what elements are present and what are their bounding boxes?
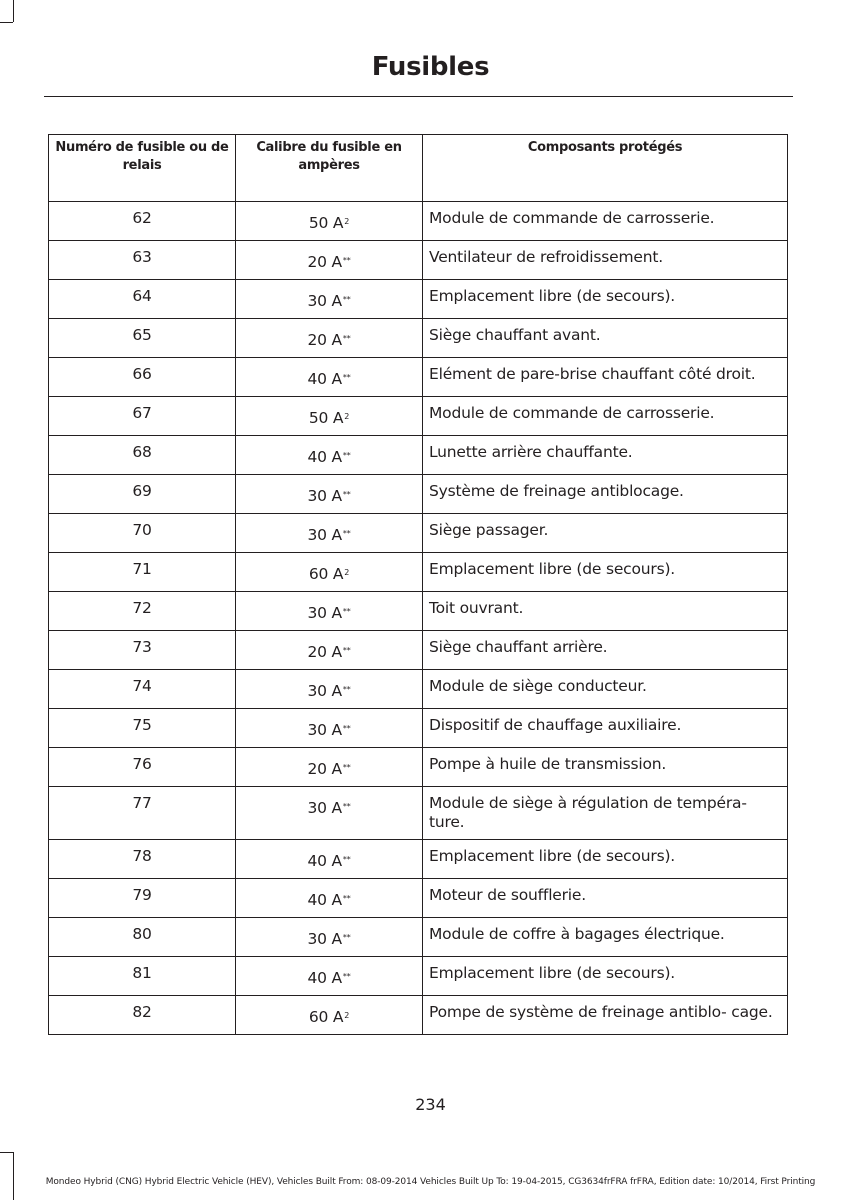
fuse-rating-footnote-marker: 2 [344, 1011, 350, 1020]
table-row [49, 319, 788, 358]
fuse-rating-value: 20 A [307, 760, 342, 778]
crop-mark-bottom-vertical [13, 1152, 14, 1200]
fuse-number-cell: 75 [49, 709, 236, 748]
fuse-number-cell: 72 [49, 592, 236, 631]
fuse-number-cell: 68 [49, 436, 236, 475]
fuse-rating-footnote-marker: 2 [344, 568, 350, 577]
protected-component-cell: Système de freinage antiblocage. [423, 475, 788, 514]
fuse-number-cell: 64 [49, 280, 236, 319]
protected-component-cell: Module de siège à régulation de tempéra- ture. [423, 787, 788, 840]
protected-component-cell: Pompe de système de freinage antiblo- cage. [423, 996, 788, 1035]
protected-component-cell: Emplacement libre (de secours). [423, 553, 788, 592]
fuse-rating-footnote-marker: ** [342, 894, 351, 903]
fuse-rating-value: 20 A [307, 331, 342, 349]
fuse-number-cell: 67 [49, 397, 236, 436]
crop-mark-top-vertical [13, 0, 14, 22]
protected-component-cell: Emplacement libre (de secours). [423, 280, 788, 319]
table-row [49, 202, 788, 241]
fuse-rating-value: 40 A [307, 448, 342, 466]
fuse-rating-value: 40 A [307, 370, 342, 388]
column-header-fuse-rating: Calibre du fusible en ampères [236, 135, 423, 202]
fuse-rating-value: 30 A [307, 487, 342, 505]
column-header-fuse-number: Numéro de fusible ou de relais [49, 135, 236, 202]
fuse-rating-value: 30 A [307, 526, 342, 544]
fuse-rating-footnote-marker: ** [342, 607, 351, 616]
protected-component-cell: Emplacement libre (de secours). [423, 957, 788, 996]
fuse-rating-value: 60 A [308, 1008, 344, 1026]
fuse-rating-footnote-marker: ** [342, 646, 351, 655]
fuse-rating-footnote-marker: ** [342, 724, 351, 733]
fuse-table [48, 134, 788, 1035]
fuse-rating-footnote-marker: 2 [344, 217, 350, 226]
fuse-number-cell: 80 [49, 918, 236, 957]
fuse-rating-footnote-marker: ** [342, 933, 351, 942]
fuse-rating-footnote-marker: ** [342, 334, 351, 343]
fuse-rating-cell [236, 241, 423, 280]
table-row [49, 631, 788, 670]
fuse-rating-cell [236, 553, 423, 592]
protected-component-cell: Module de commande de carrosserie. [423, 202, 788, 241]
table-row [49, 514, 788, 553]
table-row [49, 358, 788, 397]
fuse-rating-footnote-marker: ** [342, 451, 351, 460]
table-row [49, 397, 788, 436]
fuse-rating-value: 40 A [307, 969, 342, 987]
table-header-row [49, 135, 788, 202]
page-title: Fusibles [371, 52, 490, 82]
fuse-number-cell: 65 [49, 319, 236, 358]
fuse-rating-value: 20 A [307, 253, 342, 271]
fuse-rating-value: 30 A [307, 721, 342, 739]
fuse-rating-value: 30 A [307, 930, 342, 948]
fuse-number-cell: 70 [49, 514, 236, 553]
table-row [49, 670, 788, 709]
fuse-rating-cell [236, 202, 423, 241]
crop-mark-top-horizontal [0, 22, 13, 23]
table-row [49, 840, 788, 879]
fuse-rating-footnote-marker: ** [342, 373, 351, 382]
protected-component-cell: Module de siège conducteur. [423, 670, 788, 709]
fuse-rating-footnote-marker: ** [342, 763, 351, 772]
fuse-rating-footnote-marker: ** [342, 855, 351, 864]
protected-component-cell: Ventilateur de refroidissement. [423, 241, 788, 280]
fuse-number-cell: 79 [49, 879, 236, 918]
fuse-rating-footnote-marker: ** [342, 529, 351, 538]
table-row [49, 957, 788, 996]
protected-component-cell: Moteur de soufflerie. [423, 879, 788, 918]
fuse-table-body [49, 202, 788, 1035]
fuse-rating-cell [236, 319, 423, 358]
fuse-rating-value: 30 A [307, 799, 342, 817]
fuse-rating-cell [236, 748, 423, 787]
fuse-rating-cell [236, 436, 423, 475]
protected-component-cell: Pompe à huile de transmission. [423, 748, 788, 787]
fuse-number-cell: 81 [49, 957, 236, 996]
fuse-rating-cell [236, 879, 423, 918]
protected-component-cell: Lunette arrière chauffante. [423, 436, 788, 475]
protected-component-cell: Module de coffre à bagages électrique. [423, 918, 788, 957]
fuse-rating-footnote-marker: ** [342, 972, 351, 981]
fuse-rating-cell [236, 957, 423, 996]
fuse-rating-value: 30 A [307, 604, 342, 622]
fuse-rating-value: 50 A [308, 409, 344, 427]
fuse-rating-footnote-marker: ** [342, 490, 351, 499]
fuse-rating-cell [236, 475, 423, 514]
table-row [49, 280, 788, 319]
fuse-rating-value: 20 A [307, 643, 342, 661]
protected-component-cell: Siège passager. [423, 514, 788, 553]
fuse-number-cell: 78 [49, 840, 236, 879]
fuse-rating-cell [236, 918, 423, 957]
fuse-number-cell: 76 [49, 748, 236, 787]
fuse-rating-footnote-marker: 2 [344, 412, 350, 421]
fuse-rating-footnote-marker: ** [342, 256, 351, 265]
title-divider [44, 96, 793, 97]
table-row [49, 918, 788, 957]
table-row [49, 553, 788, 592]
fuse-rating-value: 40 A [307, 891, 342, 909]
fuse-number-cell: 77 [49, 787, 236, 840]
page-footer: Mondeo Hybrid (CNG) Hybrid Electric Vehicle (HEV), Vehicles Built From: 08-09-2014 Vehicles Built Up To: 19-04-2015, CG3634frFRA frFRA, Edition date: 10/2014, First Printing [45, 1177, 816, 1187]
table-row [49, 436, 788, 475]
table-row [49, 709, 788, 748]
fuse-number-cell: 82 [49, 996, 236, 1035]
fuse-number-cell: 66 [49, 358, 236, 397]
protected-component-cell: Siège chauffant avant. [423, 319, 788, 358]
table-row [49, 748, 788, 787]
fuse-rating-value: 30 A [307, 292, 342, 310]
fuse-rating-cell [236, 397, 423, 436]
fuse-rating-footnote-marker: ** [342, 685, 351, 694]
column-header-protected-components: Composants protégés [423, 135, 788, 202]
fuse-number-cell: 63 [49, 241, 236, 280]
fuse-rating-cell [236, 709, 423, 748]
fuse-rating-cell [236, 787, 423, 840]
protected-component-cell: Toit ouvrant. [423, 592, 788, 631]
protected-component-cell: Emplacement libre (de secours). [423, 840, 788, 879]
fuse-number-cell: 69 [49, 475, 236, 514]
fuse-number-cell: 62 [49, 202, 236, 241]
fuse-rating-value: 60 A [308, 565, 344, 583]
table-row [49, 879, 788, 918]
table-row [49, 475, 788, 514]
fuse-rating-footnote-marker: ** [342, 802, 351, 811]
fuse-rating-value: 50 A [308, 214, 344, 232]
fuse-rating-cell [236, 358, 423, 397]
fuse-rating-cell [236, 514, 423, 553]
table-row [49, 241, 788, 280]
crop-mark-bottom-horizontal [0, 1152, 13, 1153]
fuse-number-cell: 71 [49, 553, 236, 592]
fuse-rating-footnote-marker: ** [342, 295, 351, 304]
table-row [49, 996, 788, 1035]
fuse-rating-value: 40 A [307, 852, 342, 870]
fuse-number-cell: 73 [49, 631, 236, 670]
protected-component-cell: Elément de pare-brise chauffant côté droit. [423, 358, 788, 397]
protected-component-cell: Siège chauffant arrière. [423, 631, 788, 670]
fuse-rating-cell [236, 592, 423, 631]
fuse-rating-value: 30 A [307, 682, 342, 700]
fuse-rating-cell [236, 280, 423, 319]
table-row [49, 592, 788, 631]
fuse-rating-cell [236, 631, 423, 670]
fuse-rating-cell [236, 996, 423, 1035]
fuse-number-cell: 74 [49, 670, 236, 709]
table-row [49, 787, 788, 840]
protected-component-cell: Dispositif de chauffage auxiliaire. [423, 709, 788, 748]
fuse-rating-cell [236, 840, 423, 879]
page-number: 234 [415, 1095, 446, 1114]
fuse-rating-cell [236, 670, 423, 709]
protected-component-cell: Module de commande de carrosserie. [423, 397, 788, 436]
